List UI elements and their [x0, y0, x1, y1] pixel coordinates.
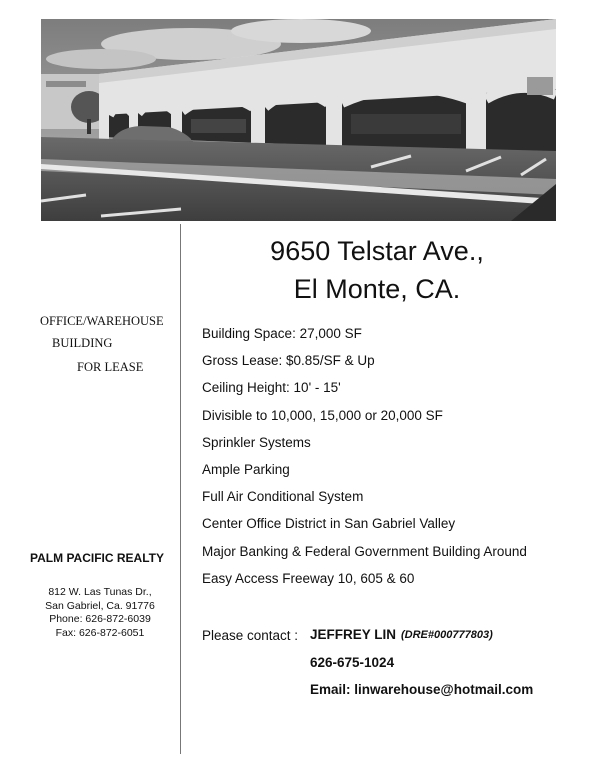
- contact-phone[interactable]: 626-675-1024: [310, 655, 395, 670]
- contact-email[interactable]: Email: linwarehouse@hotmail.com: [310, 682, 534, 697]
- feature-item: Divisible to 10,000, 15,000 or 20,000 SF: [202, 407, 443, 423]
- feature-item: Building Space: 27,000 SF: [202, 326, 362, 341]
- feature-item: Major Banking & Federal Government Building Around: [202, 543, 527, 559]
- feature-list: [202, 325, 527, 597]
- company-fax: Fax: 626-872-6051: [55, 626, 145, 639]
- building-photo-drawing: [41, 19, 556, 221]
- feature-item: Sprinkler Systems: [202, 434, 311, 450]
- contact-dre-number: (DRE#000777803): [401, 629, 493, 641]
- company-office-info: [30, 586, 170, 640]
- feature-item: Center Office District in San Gabriel Valley: [202, 516, 456, 532]
- feature-item: Ample Parking: [202, 461, 290, 477]
- property-type-line-2: BUILDING: [52, 336, 113, 350]
- column-divider: [180, 224, 181, 754]
- company-address-line-1: 812 W. Las Tunas Dr.,: [48, 586, 152, 598]
- company-phone: Phone: 626-872-6039: [49, 613, 151, 626]
- contact-name: JEFFREY LIN: [310, 627, 397, 642]
- property-type-line-3: FOR LEASE: [77, 360, 144, 374]
- property-address: [192, 232, 562, 308]
- company-address-line-2: San Gabriel, Ca. 91776: [45, 599, 155, 612]
- feature-item: Gross Lease: $0.85/SF & Up: [202, 353, 375, 369]
- feature-item: Easy Access Freeway 10, 605 & 60: [202, 570, 415, 586]
- building-photo: [41, 19, 556, 221]
- property-type-line-1: OFFICE/WAREHOUSE: [40, 314, 164, 328]
- company-name: PALM PACIFIC REALTY: [30, 551, 164, 565]
- address-line-city: El Monte, CA.: [293, 274, 461, 304]
- feature-item: Ceiling Height: 10' - 15': [202, 380, 341, 396]
- address-line-street: 9650 Telstar Ave.,: [270, 236, 484, 266]
- contact-label: Please contact :: [202, 628, 299, 643]
- feature-item: Full Air Conditional System: [202, 489, 364, 505]
